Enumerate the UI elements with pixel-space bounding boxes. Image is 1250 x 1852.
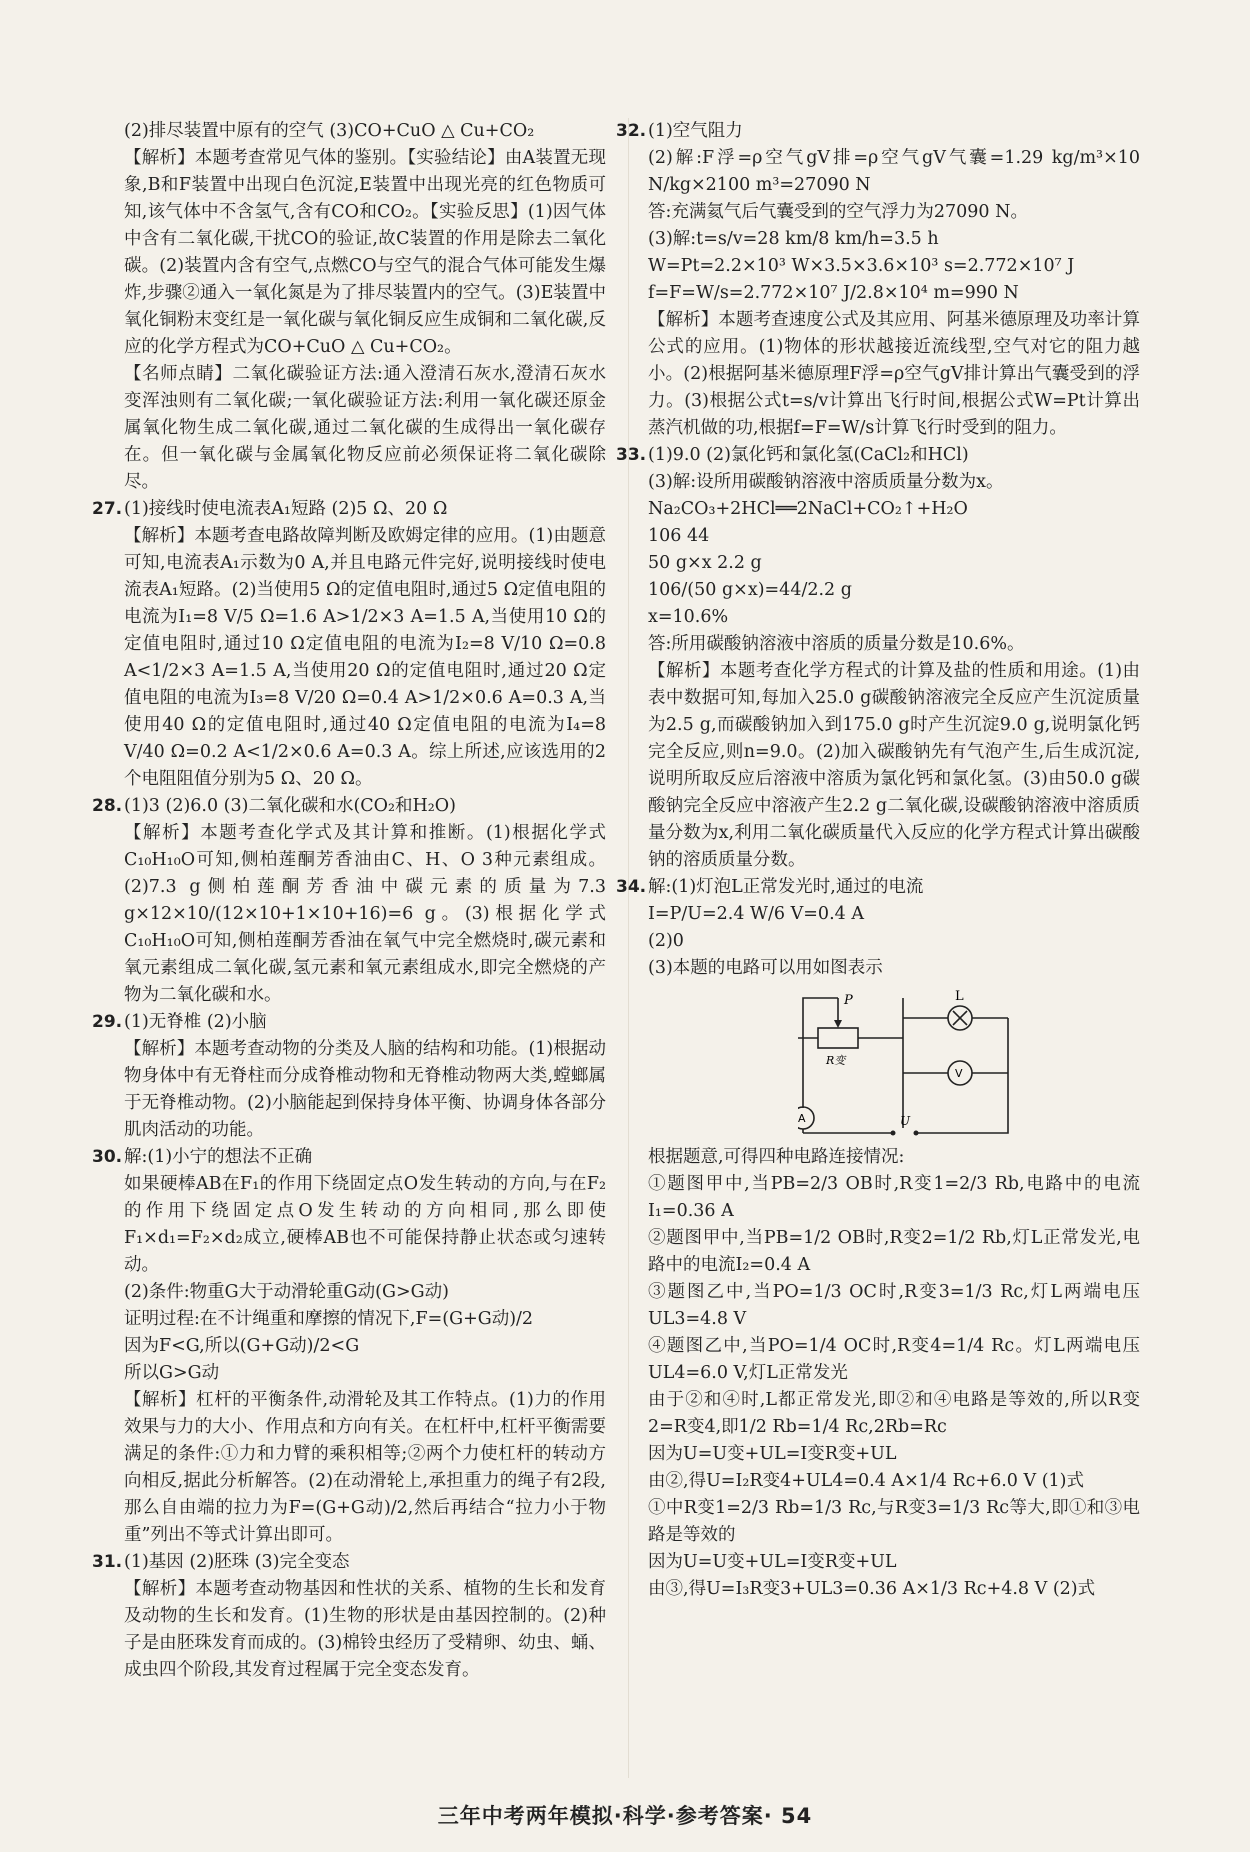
answer-line: 解:(1)灯泡L正常发光时,通过的电流 [648,877,924,897]
answer-line: (3)本题的电路可以用如图表示 [648,958,883,978]
answer-item-32 [616,118,1140,442]
answer-line: 106/(50 g×x)=44/2.2 g [648,580,852,600]
answer-line: 解:(1)小宁的想法不正确 [124,1147,313,1167]
column-divider [628,118,629,1778]
answer-item-28 [92,793,606,1009]
answer-line: 【解析】本题考查电路故障判断及欧姆定律的应用。(1)由题意可知,电流表A₁示数为0 A,并且电路元件完好,说明接线时使电流表A₁短路。(2)当使用5 Ω的定值电阻时,通过5 Ω定值电阻的电流为I₁=8 V/5 Ω=1.6 A>1/2×3 A=1.5 A,当使用10 Ω的定值电阻时,通过10 Ω定值电阻的电流为I₂=8 V/10 Ω=0.8 A<1/2×3 A=1.5 A,当使用20 Ω的定值电阻时,通过20 Ω定值电阻的电流为I₃=8 V/20 Ω=0.4 A>1/2×0.6 A=0.3 A,当使用40 Ω的定值电阻时,通过40 Ω定值电阻的电流为I₄=8 V/40 Ω=0.2 A<1/2×0.6 A=0.3 A。综上所述,应该选用的2个电阻阻值分别为5 Ω、20 Ω。 [124,526,606,789]
question-number: 32. [616,121,647,141]
answer-line: 答:所用碳酸钠溶液中溶质的质量分数是10.6%。 [648,634,1025,654]
answer-line: (1)3 (2)6.0 (3)二氧化碳和水(CO₂和H₂O) [124,796,456,816]
answer-item-30 [92,1144,606,1549]
answer-item-27 [92,496,606,793]
circuit-label-P: P [844,993,853,1008]
answer-continuation [648,1144,1140,1603]
answer-line: ③题图乙中,当PO=1/3 OC时,R变3=1/3 Rc,灯L两端电压UL3=4.8 V [648,1282,1140,1329]
question-number: 34. [616,877,647,897]
answer-line: 【解析】本题考查化学式及其计算和推断。(1)根据化学式C₁₀H₁₀O可知,侧柏莲酮芳香油由C、H、O 3种元素组成。(2)7.3 g侧柏莲酮芳香油中碳元素的质量为7.3 g×12×10/(12×10+1×10+16)=6 g。(3)根据化学式C₁₀H₁₀O可知,侧柏莲酮芳香油在氧气中完全燃烧时,碳元素和氧元素组成二氧化碳,氢元素和氧元素组成水,即完全燃烧的产物为二氧化碳和水。 [124,823,606,1005]
answer-line: 【解析】杠杆的平衡条件,动滑轮及其工作特点。(1)力的作用效果与力的大小、作用点和方向有关。在杠杆中,杠杆平衡需要满足的条件:①力和力臂的乘积相等;②两个力使杠杆的转动方向相反,据此分析解答。(2)在动滑轮上,承担重力的绳子有2段,那么自由端的拉力为F=(G+G动)/2,然后再结合“拉力小于物重”列出不等式计算出即可。 [124,1390,606,1545]
answer-line: x=10.6% [648,607,729,627]
answer-line: ②题图甲中,当PB=1/2 OB时,R变2=1/2 Rb,灯L正常发光,电路中的电流I₂=0.4 A [648,1228,1140,1275]
answer-item-31 [92,1549,606,1684]
question-number: 30. [92,1147,123,1167]
answer-line: 因为F<G,所以(G+G动)/2<G [124,1336,360,1356]
answer-line: 【名师点睛】二氧化碳验证方法:通入澄清石灰水,澄清石灰水变浑浊则有二氧化碳;一氧化碳验证方法:利用一氧化碳还原金属氧化物生成二氧化碳,通过二氧化碳的生成得出一氧化碳存在。但一氧化碳与金属氧化物反应前必须保证将二氧化碳除尽。 [124,364,606,492]
answer-line: 50 g×x 2.2 g [648,553,762,573]
answer-line: (1)无脊椎 (2)小脑 [124,1012,267,1032]
answer-line: 【解析】本题考查化学方程式的计算及盐的性质和用途。(1)由表中数据可知,每加入25.0 g碳酸钠溶液完全反应产生沉淀质量为2.5 g,而碳酸钠加入到175.0 g时产生沉淀9.0 g,说明氯化钙完全反应,则n=9.0。(2)加入碳酸钠先有气泡产生,后生成沉淀,说明所取反应后溶液中溶质为氯化钙和氯化氢。(3)由50.0 g碳酸钠完全反应中溶液产生2.2 g二氧化碳,设碳酸钠溶液中溶质质量分数为x,利用二氧化碳质量代入反应的化学方程式计算出碳酸钠的溶质质量分数。 [648,661,1140,870]
circuit-label-U: U [900,1114,911,1128]
answer-line: (2)条件:物重G大于动滑轮重G动(G>G动) [124,1282,449,1302]
circuit-diagram [798,988,1028,1138]
answer-line: 因为U=U变+UL=I变R变+UL [648,1444,897,1464]
answer-line: (1)基因 (2)胚珠 (3)完全变态 [124,1552,350,1572]
answer-line: 所以G>G动 [124,1363,220,1383]
answer-continuation [124,118,606,496]
circuit-label-A: A [798,1112,806,1125]
question-number: 33. [616,445,647,465]
answer-line: (2)排尽装置中原有的空气 (3)CO+CuO △ Cu+CO₂ [124,121,535,141]
answer-line: 如果硬棒AB在F₁的作用下绕固定点O发生转动的方向,与在F₂的作用下绕固定点O发生转动的方向相同,那么即使F₁×d₁=F₂×d₂成立,硬棒AB也不可能保持静止状态或匀速转动。 [124,1174,606,1275]
answer-line: 106 44 [648,526,710,546]
answer-line: 根据题意,可得四种电路连接情况: [648,1147,905,1167]
answer-line: (2)0 [648,931,684,951]
answer-line: 证明过程:在不计绳重和摩擦的情况下,F=(G+G动)/2 [124,1309,534,1329]
answer-line: (2)解:F浮=ρ空气gV排=ρ空气gV气囊=1.29 kg/m³×10 N/kg×2100 m³=27090 N [648,148,1140,195]
answer-line: (1)9.0 (2)氯化钙和氯化氢(CaCl₂和HCl) [648,445,969,465]
answer-line: I=P/U=2.4 W/6 V=0.4 A [648,904,864,924]
answer-line: ①题图甲中,当PB=2/3 OB时,R变1=2/3 Rb,电路中的电流I₁=0.36 A [648,1174,1140,1221]
question-number: 27. [92,499,123,519]
page-footer: 三年中考两年模拟·科学·参考答案· 54 [437,1804,813,1828]
circuit-label-V: V [955,1067,963,1080]
question-number: 28. [92,796,123,816]
answer-line: 由于②和④时,L都正常发光,即②和④电路是等效的,所以R变2=R变4,即1/2 Rb=1/4 Rc,2Rb=Rc [648,1390,1140,1437]
question-number: 31. [92,1552,123,1572]
answer-line: 【解析】本题考查动物的分类及人脑的结构和功能。(1)根据动物身体中有无脊柱而分成脊椎动物和无脊椎动物两大类,螳螂属于无脊椎动物。(2)小脑能起到保持身体平衡、协调身体各部分肌肉活动的功能。 [124,1039,606,1140]
circuit-label-R: R变 [826,1054,846,1067]
answer-line: (3)解:设所用碳酸钠溶液中溶质质量分数为x。 [648,472,1004,492]
answer-line: 【解析】本题考查常见气体的鉴别。【实验结论】由A装置无现象,B和F装置中出现白色沉淀,E装置中出现光亮的红色物质可知,该气体中不含氢气,含有CO和CO₂。【实验反思】(1)因气体中含有二氧化碳,干扰CO的验证,故C装置的作用是除去二氧化碳。(2)装置内含有空气,点燃CO与空气的混合气体可能发生爆炸,步骤②通入一氧化氮是为了排尽装置内的空气。(3)E装置中氧化铜粉末变红是一氧化碳与氧化铜反应生成铜和二氧化碳,反应的化学方程式为CO+CuO △ Cu+CO₂。 [124,148,606,357]
answer-line: (1)空气阻力 [648,121,743,141]
question-number: 29. [92,1012,123,1032]
answer-item-33 [616,442,1140,874]
answer-line: ①中R变1=2/3 Rb=1/3 Rc,与R变3=1/3 Rc等大,即①和③电路是等效的 [648,1498,1140,1545]
right-column [616,118,1140,1603]
answer-line: ④题图乙中,当PO=1/4 OC时,R变4=1/4 Rc。灯L两端电压UL4=6.0 V,灯L正常发光 [648,1336,1140,1383]
answer-line: 由③,得U=I₃R变3+UL3=0.36 A×1/3 Rc+4.8 V (2)式 [648,1579,1096,1599]
answer-line: 【解析】本题考查速度公式及其应用、阿基米德原理及功率计算公式的应用。(1)物体的形状越接近流线型,空气对它的阻力越小。(2)根据阿基米德原理F浮=ρ空气gV排计算出气囊受到的浮力。(3)根据公式t=s/v计算出飞行时间,根据公式W=Pt计算出蒸汽机做的功,根据f=F=W/s计算飞行时受到的阻力。 [648,310,1140,438]
left-column [92,118,606,1684]
answer-line: f=F=W/s=2.772×10⁷ J/2.8×10⁴ m=990 N [648,283,1019,303]
answer-line: 答:充满氦气后气囊受到的空气浮力为27090 N。 [648,202,1028,222]
answer-line: 由②,得U=I₂R变4+UL4=0.4 A×1/4 Rc+6.0 V (1)式 [648,1471,1084,1491]
answer-line: (1)接线时使电流表A₁短路 (2)5 Ω、20 Ω [124,499,448,519]
answer-item-34 [616,874,1140,1138]
circuit-label-L: L [955,989,964,1004]
answer-line: 【解析】本题考查动物基因和性状的关系、植物的生长和发育及动物的生长和发育。(1)生物的形状是由基因控制的。(2)种子是由胚珠发育而成的。(3)棉铃虫经历了受精卵、幼虫、蛹、成虫四个阶段,其发育过程属于完全变态发育。 [124,1579,606,1680]
answer-line: Na₂CO₃+2HCl══2NaCl+CO₂↑+H₂O [648,499,968,519]
answer-line: 因为U=U变+UL=I变R变+UL [648,1552,897,1572]
answer-line: (3)解:t=s/v=28 km/8 km/h=3.5 h [648,229,939,249]
answer-item-29 [92,1009,606,1144]
answer-line: W=Pt=2.2×10³ W×3.5×3.6×10³ s=2.772×10⁷ J [648,256,1075,276]
